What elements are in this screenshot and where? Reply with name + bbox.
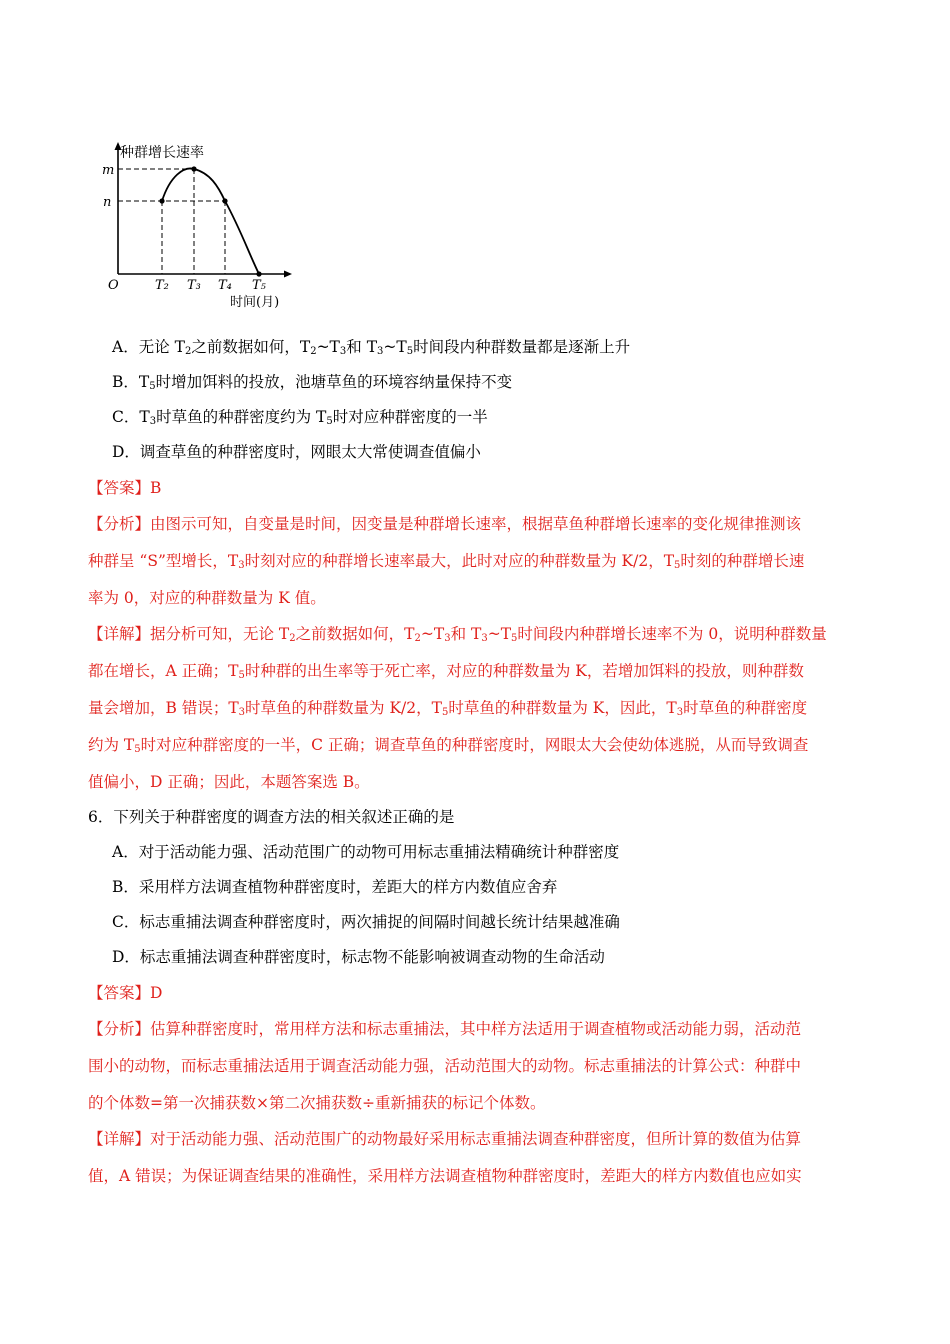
subscript: 3	[238, 560, 245, 571]
q5-detail-text: 约为 T	[88, 736, 135, 754]
subscript: 5	[326, 416, 333, 427]
q5-option-b-text: 时增加饵料的投放，池塘草鱼的环境容纳量保持不变	[155, 373, 513, 391]
subscript: 3	[444, 633, 451, 644]
q5-detail-text: 【详解】据分析可知，无论 T	[88, 625, 290, 643]
subscript: 5	[238, 670, 245, 681]
q5-detail-line-5: 值偏小，D 正确；因此，本题答案选 B。	[88, 773, 370, 791]
q5-option-a-text: ~T	[383, 338, 407, 356]
q5-option-a-text: 和 T	[346, 338, 378, 356]
q6-option-b: B．采用样方法调查植物种群密度时，差距大的样方内数值应舍弃	[112, 878, 558, 896]
point-t2	[159, 198, 164, 203]
subscript: 3	[339, 346, 347, 357]
q5-detail-text: 之前数据如何，T	[295, 625, 415, 643]
q5-answer: 【答案】B	[88, 479, 162, 497]
q5-analysis-line-3: 率为 0，对应的种群数量为 K 值。	[88, 589, 326, 607]
x-axis-label: 时间(月)	[230, 295, 280, 310]
q5-option-a-text: 之前数据如何，T	[191, 338, 311, 356]
q5-option-b-text: B．T	[112, 373, 150, 391]
subscript: 5	[441, 707, 449, 718]
q5-detail-line-4	[88, 734, 950, 756]
q5-option-c-text: 时草鱼的种群密度约为 T	[156, 408, 327, 426]
q5-detail-line-2	[88, 660, 950, 682]
x-axis-arrow	[284, 271, 292, 278]
q5-detail-text: 时对应种群密度的一半，C 正确；调查草鱼的种群密度时，网眼太大会使幼体逃脱，从而导致调查	[140, 736, 809, 754]
q5-option-c-text: C．T	[112, 408, 150, 426]
q5-detail-text: ~T	[420, 625, 445, 643]
subscript: 5	[406, 346, 414, 357]
q5-detail-line-1	[88, 623, 950, 645]
q5-detail-text: 时草鱼的种群数量为 K/2，T	[245, 699, 442, 717]
subscript: 3	[377, 346, 384, 357]
subscript: 3	[481, 633, 488, 644]
y-tick-m: m	[102, 163, 115, 178]
q5-option-d: D．调查草鱼的种群密度时，网眼太大常使调查值偏小	[112, 443, 481, 461]
origin-label: O	[108, 278, 119, 293]
subscript: 3	[676, 707, 684, 718]
q5-detail-text: 时草鱼的种群数量为 K，因此，T	[448, 699, 677, 717]
y-axis-label: 种群增长速率	[120, 145, 204, 161]
q6-detail-line-2: 值，A 错误；为保证调查结果的准确性，采用样方法调查植物种群密度时，差距大的样方内数值也应如实	[88, 1167, 802, 1185]
q5-detail-text: 和 T	[450, 625, 482, 643]
subscript: 3	[238, 707, 246, 718]
q6-analysis-line-2: 围小的动物，而标志重捕法适用于调查活动能力强，活动范围大的动物。标志重捕法的计算公式：种群中	[88, 1057, 802, 1075]
x-tick-t3: T₃	[187, 278, 201, 293]
growth-rate-figure	[100, 138, 310, 318]
x-tick-t2: T₂	[155, 278, 169, 293]
x-tick-t5: T₅	[252, 278, 266, 293]
point-t5	[256, 271, 261, 276]
q5-detail-text: 时草鱼的种群密度	[683, 699, 808, 717]
q6-analysis-line-1: 【分析】估算种群密度时，常用样方法和标志重捕法，其中样方法适用于调查植物或活动能力弱，活动范	[88, 1020, 802, 1038]
q5-detail-text: 时间段内种群增长速率不为 0，说明种群数量	[517, 625, 827, 643]
q5-analysis-text: 种群呈 “S”型增长，T	[88, 552, 239, 570]
q5-detail-text: ~T	[487, 625, 512, 643]
q5-analysis-text: 时刻的种群增长速	[680, 552, 805, 570]
q5-detail-line-3	[88, 697, 950, 719]
q5-option-a-text: ~T	[316, 338, 340, 356]
q5-detail-text: 量会增加，B 错误；T	[88, 699, 239, 717]
subscript: 5	[511, 633, 518, 644]
growth-rate-curve-svg	[100, 138, 310, 318]
q5-analysis-text: 时刻对应的种群增长速率最大，此时对应的种群数量为 K/2，T	[244, 552, 675, 570]
q5-option-c-text: 时对应种群密度的一半	[332, 408, 488, 426]
q5-detail-text: 时种群的出生率等于死亡率，对应的种群数量为 K，若增加饵料的投放，则种群数	[244, 662, 804, 680]
y-tick-n: n	[103, 195, 112, 210]
subscript: 2	[289, 633, 296, 644]
q5-option-a-text: A．无论 T	[112, 338, 185, 356]
q5-option-a	[112, 336, 950, 358]
q6-answer: 【答案】D	[88, 984, 163, 1002]
point-t3	[191, 166, 196, 171]
q6-analysis-line-3: 的个体数=第一次捕获数×第二次捕获数÷重新捕获的标记个体数。	[88, 1094, 546, 1112]
q5-option-c	[112, 406, 950, 428]
q6-stem: 6．下列关于种群密度的调查方法的相关叙述正确的是	[88, 808, 455, 826]
q6-detail-line-1: 【详解】对于活动能力强、活动范围广的动物最好采用标志重捕法调查种群密度，但所计算的数值为估算	[88, 1130, 802, 1148]
q5-detail-text: 都在增长，A 正确；T	[88, 662, 239, 680]
subscript: 2	[184, 346, 192, 357]
subscript: 2	[414, 633, 421, 644]
q5-analysis-line-2	[88, 550, 950, 572]
q6-option-a: A．对于活动能力强、活动范围广的动物可用标志重捕法精确统计种群密度	[112, 843, 620, 861]
x-tick-t4: T₄	[218, 278, 232, 293]
q6-option-d: D．标志重捕法调查种群密度时，标志物不能影响被调查动物的生命活动	[112, 948, 605, 966]
q6-option-c: C．标志重捕法调查种群密度时，两次捕捉的间隔时间越长统计结果越准确	[112, 913, 620, 931]
subscript: 5	[149, 381, 156, 392]
q5-option-b	[112, 371, 950, 393]
subscript: 5	[134, 744, 141, 755]
subscript: 3	[149, 416, 157, 427]
growth-rate-curve	[162, 168, 259, 274]
q5-option-a-text: 时间段内种群数量都是逐渐上升	[413, 338, 631, 356]
point-t4	[222, 198, 227, 203]
subscript: 5	[674, 560, 681, 571]
q5-analysis-line-1: 【分析】由图示可知，自变量是时间，因变量是种群增长速率，根据草鱼种群增长速率的变化规律推测该	[88, 515, 802, 533]
subscript: 2	[310, 346, 317, 357]
